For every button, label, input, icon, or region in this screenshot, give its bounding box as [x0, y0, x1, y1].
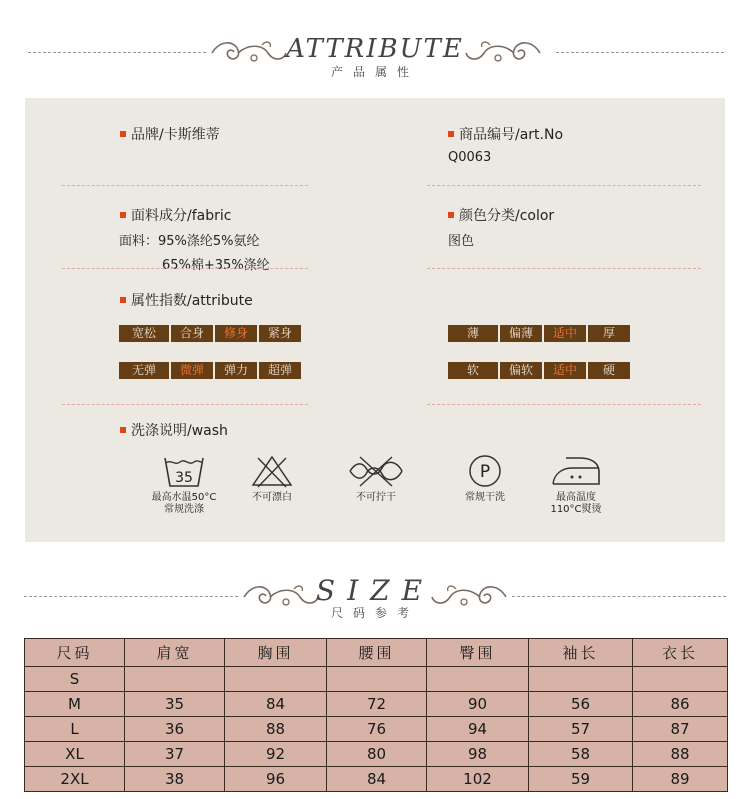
- attribute-chip: 宽松: [119, 325, 169, 342]
- col-size: 尺码: [25, 639, 125, 667]
- attribute-subtitle: 产品属性: [330, 65, 419, 79]
- table-row: [25, 667, 728, 692]
- table-cell: 102: [427, 767, 529, 792]
- table-cell: 87: [633, 717, 728, 742]
- table-cell: 35: [125, 692, 225, 717]
- table-row: [25, 742, 728, 767]
- wash-temp-text: 35: [175, 470, 193, 486]
- attribute-chip: 薄: [448, 325, 498, 342]
- table-row: [25, 767, 728, 792]
- table-cell: 89: [633, 767, 728, 792]
- attribute-chip: 紧身: [259, 325, 301, 342]
- attribute-index-title: 属性指数/attribute: [120, 290, 253, 310]
- table-cell: 94: [427, 717, 529, 742]
- dry-clean-p-icon: [465, 454, 505, 488]
- table-row: [25, 717, 728, 742]
- table-cell: 76: [327, 717, 427, 742]
- separator: [62, 185, 308, 186]
- attribute-chip: 适中: [544, 362, 586, 379]
- fit-scale: [119, 325, 301, 342]
- table-cell: 58: [529, 742, 633, 767]
- col-hip: 臀围: [427, 639, 529, 667]
- table-cell: 84: [225, 692, 327, 717]
- table-cell: 59: [529, 767, 633, 792]
- attribute-chip: 微弹: [171, 362, 213, 379]
- brand-title: 品牌/卡斯维蒂: [120, 124, 220, 144]
- attribute-chip: 修身: [215, 325, 257, 342]
- table-cell: 37: [125, 742, 225, 767]
- attribute-chip: 适中: [544, 325, 586, 342]
- wash-label: 不可拧干: [356, 492, 396, 503]
- wash-item-dry-clean: [440, 454, 530, 504]
- table-cell: 84: [327, 767, 427, 792]
- table-row: [25, 692, 728, 717]
- table-cell: 2XL: [25, 767, 125, 792]
- no-bleach-icon: [250, 454, 294, 488]
- wash-item-no-bleach: [227, 454, 317, 504]
- wash-item-tub: [139, 454, 229, 516]
- bullet-icon: [448, 131, 454, 137]
- dry-clean-letter: P: [479, 462, 491, 482]
- attribute-title: ATTRIBUTE: [286, 34, 464, 64]
- wash-title: 洗涤说明/wash: [120, 420, 228, 440]
- wash-tub-35-icon: [162, 454, 206, 488]
- table-cell: 90: [427, 692, 529, 717]
- fabric-title: 面料成分/fabric: [120, 205, 231, 225]
- table-cell: [125, 667, 225, 692]
- table-cell: 56: [529, 692, 633, 717]
- col-shoulder: 肩宽: [125, 639, 225, 667]
- bullet-icon: [120, 297, 126, 303]
- wash-item-iron: [531, 454, 621, 516]
- wash-label: 常规干洗: [465, 492, 505, 503]
- col-length: 衣长: [633, 639, 728, 667]
- attribute-chip: 偏软: [500, 362, 542, 379]
- attribute-chip: 无弹: [119, 362, 169, 379]
- bullet-icon: [120, 131, 126, 137]
- size-table: [24, 638, 728, 792]
- bullet-icon: [120, 212, 126, 218]
- wash-label: 最高温度 110°C熨烫: [550, 492, 602, 515]
- attribute-chip: 超弹: [259, 362, 301, 379]
- art-no-value: Q0063: [448, 150, 492, 165]
- fabric-line-2: 65%棉+35%涤纶: [162, 258, 270, 273]
- table-cell: [225, 667, 327, 692]
- size-header: [0, 574, 750, 624]
- attribute-chip: 偏薄: [500, 325, 542, 342]
- art-no-title: 商品编号/art.No: [448, 124, 563, 144]
- fabric-line-1: 面料：95%涤纶5%氨纶: [119, 234, 260, 249]
- attribute-chip: 合身: [171, 325, 213, 342]
- separator: [427, 185, 701, 186]
- separator: [62, 268, 308, 269]
- stretch-scale: [119, 362, 301, 379]
- table-cell: S: [25, 667, 125, 692]
- table-cell: 88: [633, 742, 728, 767]
- attribute-chip: 厚: [588, 325, 630, 342]
- wash-label: 不可漂白: [252, 492, 292, 503]
- table-cell: 96: [225, 767, 327, 792]
- table-cell: XL: [25, 742, 125, 767]
- table-cell: 88: [225, 717, 327, 742]
- table-cell: M: [25, 692, 125, 717]
- col-bust: 胸围: [225, 639, 327, 667]
- color-value: 图色: [448, 234, 475, 249]
- attribute-panel: [25, 98, 725, 542]
- col-waist: 腰围: [327, 639, 427, 667]
- table-cell: [529, 667, 633, 692]
- table-cell: 92: [225, 742, 327, 767]
- table-cell: 86: [633, 692, 728, 717]
- color-title: 颜色分类/color: [448, 205, 554, 225]
- attribute-chip: 硬: [588, 362, 630, 379]
- size-table-header-row: [25, 639, 728, 667]
- attribute-chip: 弹力: [215, 362, 257, 379]
- size-title: SIZE: [315, 574, 435, 607]
- bullet-icon: [448, 212, 454, 218]
- col-sleeve: 袖长: [529, 639, 633, 667]
- table-cell: 36: [125, 717, 225, 742]
- table-cell: [327, 667, 427, 692]
- size-subtitle: 尺码参考: [330, 606, 419, 620]
- iron-icon: [550, 454, 602, 488]
- thickness-scale: [448, 325, 630, 342]
- softness-scale: [448, 362, 630, 379]
- attribute-chip: 软: [448, 362, 498, 379]
- table-cell: 98: [427, 742, 529, 767]
- wash-label: 最高水温50°C 常规洗涤: [151, 492, 217, 515]
- separator: [427, 268, 701, 269]
- table-cell: 57: [529, 717, 633, 742]
- table-cell: L: [25, 717, 125, 742]
- no-wring-icon: [348, 454, 404, 488]
- separator: [427, 404, 701, 405]
- separator: [62, 404, 308, 405]
- table-cell: [633, 667, 728, 692]
- table-cell: [427, 667, 529, 692]
- table-cell: 72: [327, 692, 427, 717]
- wash-item-no-wring: [331, 454, 421, 504]
- attribute-header: [0, 30, 750, 80]
- table-cell: 80: [327, 742, 427, 767]
- table-cell: 38: [125, 767, 225, 792]
- bullet-icon: [120, 427, 126, 433]
